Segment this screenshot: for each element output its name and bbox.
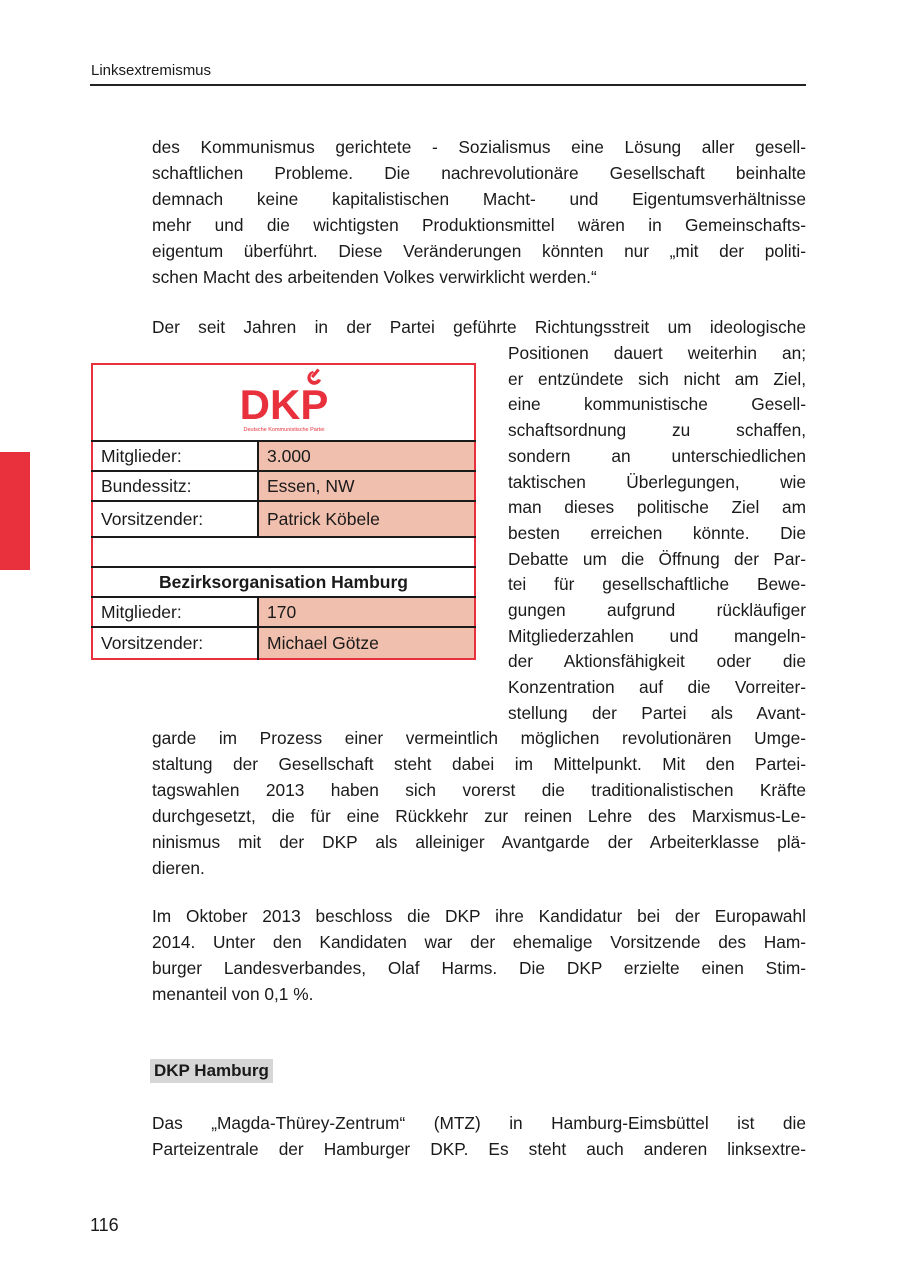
text-line: Positionen dauert weiterhin an; (508, 343, 806, 363)
row-label: Mitglieder: (92, 441, 258, 471)
svg-text:DKP: DKP (239, 381, 328, 428)
table-row (92, 627, 475, 659)
header-rule (90, 84, 806, 86)
text-line: mehr und die wichtigsten Produktionsmittel wären in Gemeinschafts- (152, 215, 806, 235)
text-line: menanteil von 0,1 %. (152, 984, 314, 1004)
text-line: ninismus mit der DKP als alleiniger Avantgarde der Arbeiterklasse plä- (152, 832, 806, 852)
text-line: garde im Prozess einer vermeintlich möglichen revolutionären Umge- (152, 728, 806, 748)
dkp-logo (92, 364, 475, 441)
text-line: schen Macht des arbeitenden Volkes verwirklicht werden.“ (152, 267, 597, 287)
text-line: man dieses politische Ziel am (508, 497, 806, 518)
text-line: eigentum überführt. Diese Veränderungen könnten nur „mit der politi- (152, 241, 806, 261)
text-line: schaftlichen Probleme. Die nachrevolutionäre Gesellschaft beinhalte (152, 163, 806, 183)
text-line: staltung der Gesellschaft steht dabei im Mittelpunkt. Mit den Partei- (152, 754, 806, 774)
text-line: Mitgliederzahlen und mangeln- (508, 625, 806, 646)
infobox-subheading: Bezirksorganisation Hamburg (92, 567, 475, 597)
text-line: er entzündete sich nicht am Ziel, (508, 368, 806, 389)
text-line: Der seit Jahren in der Partei geführte Richtungsstreit um ideologische (152, 317, 806, 337)
text-line: durchgesetzt, die für eine Rückkehr zur reinen Lehre des Marxismus-Le- (152, 806, 806, 826)
text-line: dieren. (152, 858, 205, 878)
text-line: burger Landesverbandes, Olaf Harms. Die DKP erzielte einen Stim- (152, 958, 806, 978)
text-line: Parteizentrale der Hamburger DKP. Es steht auch anderen linksextre- (152, 1139, 806, 1159)
text-line: besten erreichen könnte. Die (508, 522, 806, 543)
text-line: sondern an unterschiedlichen (508, 445, 806, 466)
row-value: 3.000 (258, 441, 475, 471)
text-line: Im Oktober 2013 beschloss die DKP ihre Kandidatur bei der Europawahl (152, 906, 806, 926)
text-line: Debatte um die Öffnung der Par- (508, 548, 806, 569)
section-heading: DKP Hamburg (150, 1059, 273, 1083)
text-line: taktischen Überlegungen, wie (508, 471, 806, 492)
row-label: Bundessitz: (92, 471, 258, 501)
text-line: schaftsordnung zu schaffen, (508, 420, 806, 441)
text-line: 2014. Unter den Kandidaten war der ehemalige Vorsitzende des Ham- (152, 932, 806, 952)
dkp-infobox (91, 363, 476, 660)
row-value: 170 (258, 597, 475, 627)
text-line: gungen aufgrund rückläufiger (508, 600, 806, 620)
text-line: demnach keine kapitalistischen Macht- und Eigentumsverhältnisse (152, 189, 806, 209)
text-line: tagswahlen 2013 haben sich vorerst die traditionalistischen Kräfte (152, 780, 806, 800)
row-value: Patrick Köbele (258, 501, 475, 537)
row-label: Vorsitzender: (92, 501, 258, 537)
text-line: stellung der Partei als Avant- (508, 702, 806, 723)
text-line: der Aktionsfähigkeit oder die (508, 651, 806, 672)
row-value: Michael Götze (258, 627, 475, 659)
text-line: des Kommunismus gerichtete - Sozialismus eine Lösung aller gesell- (152, 137, 806, 157)
row-value: Essen, NW (258, 471, 475, 501)
svg-text:Deutsche Kommunistische Partei: Deutsche Kommunistische Partei (242, 427, 325, 433)
table-row (92, 501, 475, 537)
table-row (92, 597, 475, 627)
text-line: tei für gesellschaftliche Bewe- (508, 574, 806, 595)
row-label: Mitglieder: (92, 597, 258, 627)
table-row (92, 471, 475, 501)
page-number: 116 (90, 1215, 119, 1235)
chapter-tab-marker (0, 452, 30, 570)
dkp-logo-image (229, 365, 339, 435)
table-row (92, 441, 475, 471)
spacer-row (92, 537, 475, 567)
running-header: Linksextremismus (91, 62, 212, 79)
text-line: Konzentration auf die Vorreiter- (508, 677, 806, 698)
text-line: Das „Magda-Thürey-Zentrum“ (MTZ) in Hamburg-Eimsbüttel ist die (152, 1113, 806, 1133)
row-label: Vorsitzender: (92, 627, 258, 659)
text-line: eine kommunistische Gesell- (508, 394, 806, 415)
